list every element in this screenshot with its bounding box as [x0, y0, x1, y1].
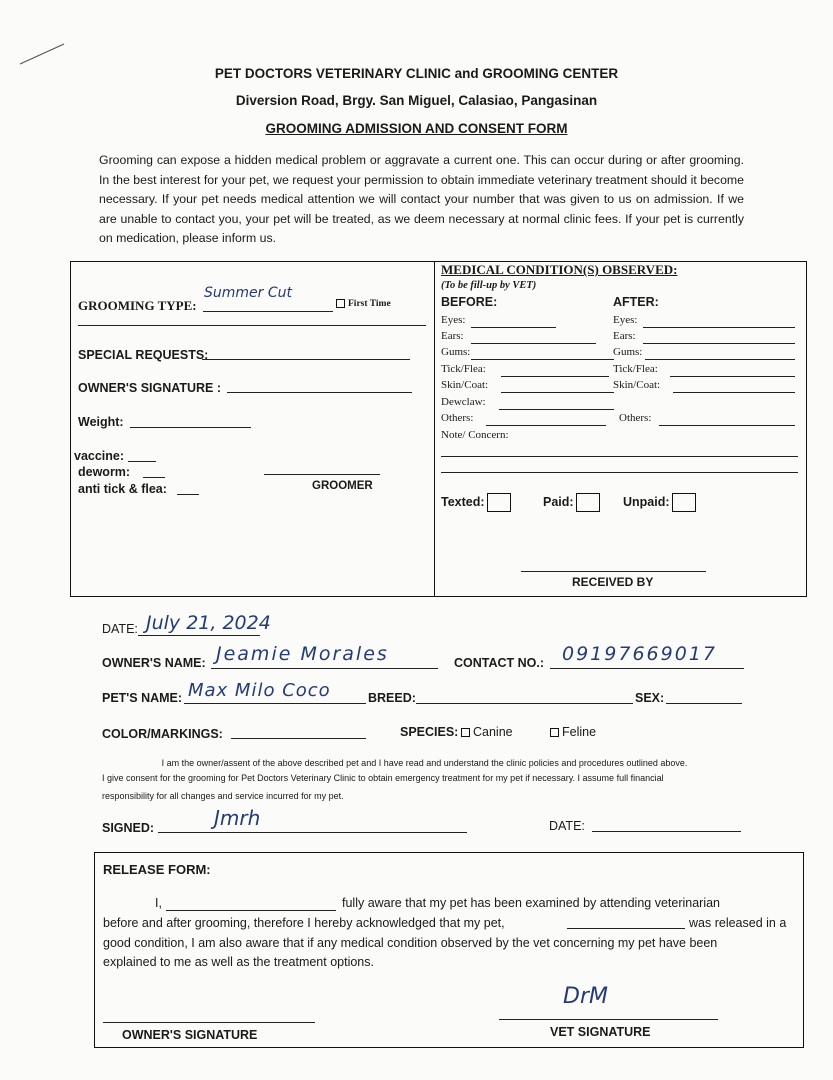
- color-field[interactable]: [231, 738, 366, 739]
- deworm-label: deworm:: [78, 465, 131, 479]
- groomer-signature-field[interactable]: [264, 474, 380, 475]
- feline-label: Feline: [562, 725, 597, 739]
- received-by-field[interactable]: [521, 571, 706, 572]
- weight-field[interactable]: [130, 427, 251, 428]
- release-text-4: explained to me as well as the treatment options.: [103, 955, 374, 969]
- after-item-label: Tick/Flea:: [613, 363, 658, 375]
- after-label: AFTER:: [613, 295, 659, 309]
- special-requests-field[interactable]: [202, 359, 410, 360]
- release-owner-signature-field[interactable]: [103, 1022, 315, 1023]
- vet-signature-label: VET SIGNATURE: [550, 1025, 651, 1039]
- grooming-type-label: GROOMING TYPE:: [78, 298, 197, 313]
- sex-label: SEX:: [635, 691, 665, 705]
- release-owner-signature-label: OWNER'S SIGNATURE: [122, 1028, 258, 1042]
- before-item-label: Ears:: [441, 330, 464, 342]
- date-value[interactable]: July 21, 2024: [146, 612, 271, 634]
- texted-box[interactable]: [487, 493, 511, 512]
- paid-label: Paid:: [543, 494, 574, 509]
- after-item-field[interactable]: [643, 343, 795, 344]
- special-requests-label: SPECIAL REQUESTS:: [78, 348, 209, 362]
- after-item-label: Ears:: [613, 330, 636, 342]
- owner-name-value[interactable]: Jeamie Morales: [216, 643, 389, 665]
- before-item-field[interactable]: [501, 392, 614, 393]
- vaccine-field[interactable]: [128, 461, 156, 462]
- before-item-field[interactable]: [486, 425, 606, 426]
- owner-signature-field[interactable]: [227, 392, 412, 393]
- form-title: GROOMING ADMISSION AND CONSENT FORM: [265, 121, 568, 136]
- signed-label: SIGNED:: [102, 821, 155, 835]
- groomer-label: GROOMER: [312, 480, 373, 492]
- before-item-field[interactable]: [471, 327, 556, 328]
- texted-checkbox[interactable]: [441, 493, 511, 512]
- unpaid-box[interactable]: [672, 493, 696, 512]
- date-label: DATE:: [102, 622, 138, 636]
- before-item-label: Tick/Flea:: [441, 363, 486, 375]
- medical-subtitle: (To be fill-up by VET): [441, 280, 537, 291]
- after-item-field[interactable]: [670, 376, 795, 377]
- feline-box[interactable]: [550, 728, 559, 737]
- unpaid-label: Unpaid:: [623, 494, 670, 509]
- after-item-field[interactable]: [659, 425, 795, 426]
- after-item-label: Eyes:: [613, 314, 638, 326]
- weight-label: Weight:: [78, 415, 124, 429]
- before-item-label: Dewclaw:: [441, 396, 486, 408]
- before-item-field[interactable]: [501, 376, 609, 377]
- after-item-label: Skin/Coat:: [613, 379, 661, 391]
- first-time-checkbox[interactable]: [336, 299, 391, 309]
- owner-signature-label: OWNER'S SIGNATURE :: [78, 381, 222, 395]
- release-i-label: I,: [155, 896, 162, 910]
- release-text-1: fully aware that my pet has been examined by attending veterinarian: [342, 896, 721, 910]
- release-title: RELEASE FORM:: [103, 862, 211, 877]
- canine-box[interactable]: [461, 728, 470, 737]
- release-text-2a: before and after grooming, therefore I hereby acknowledged that my pet,: [103, 916, 505, 930]
- pet-name-label: PET'S NAME:: [102, 691, 183, 705]
- received-by-label: RECEIVED BY: [572, 575, 654, 589]
- after-item-label: Others:: [619, 412, 652, 424]
- consent-line-1: I am the owner/assent of the above described pet and I have read and understand the clinic policies and procedures outlined above.: [161, 758, 688, 768]
- medical-title: MEDICAL CONDITION(S) OBSERVED:: [441, 262, 678, 277]
- owner-name-label: OWNER'S NAME:: [102, 656, 206, 670]
- release-text-2b: was released in a: [689, 916, 787, 930]
- deworm-field[interactable]: [143, 477, 165, 478]
- after-item-field[interactable]: [673, 392, 795, 393]
- after-item-field[interactable]: [645, 359, 795, 360]
- after-item-field[interactable]: [643, 327, 795, 328]
- before-item-label: Eyes:: [441, 314, 466, 326]
- intro-paragraph: Grooming can expose a hidden medical problem or aggravate a current one. This can occur during or after grooming. In the best interest for your pet, we request your permission to obtain immediate veterinary treatment should it become necessary. If your pet needs medical attention we will contact your number that was given to us on admission. If we are unable to contact you, your pet will be treated, as we deem necessary at normal clinic fees. If your pet is currently on medication, please inform us.: [99, 153, 744, 245]
- breed-label: BREED:: [368, 691, 416, 705]
- after-item-label: Gums:: [613, 346, 643, 358]
- consent-date-label: DATE:: [549, 819, 585, 833]
- release-pet-name-field[interactable]: [567, 928, 685, 929]
- color-label: COLOR/MARKINGS:: [102, 727, 223, 741]
- before-item-field[interactable]: [471, 343, 596, 344]
- antitick-label: anti tick & flea:: [78, 482, 167, 496]
- note-label: Note/ Concern:: [441, 429, 509, 441]
- before-item-label: Others:: [441, 412, 474, 424]
- consent-date-field[interactable]: [592, 831, 741, 832]
- note-line-1[interactable]: [441, 456, 798, 457]
- contact-value[interactable]: 09197669017: [562, 643, 717, 665]
- signed-value[interactable]: Jmrh: [214, 806, 261, 830]
- first-time-label: First Time: [348, 299, 391, 309]
- clinic-name: PET DOCTORS VETERINARY CLINIC and GROOMING CENTER: [214, 66, 619, 81]
- canine-label: Canine: [473, 725, 513, 739]
- feline-option[interactable]: [550, 725, 596, 739]
- consent-line-2: I give consent for the grooming for Pet Doctors Veterinary Clinic to obtain emergency treatment for my pet if necessary. I assume full financial: [102, 773, 664, 783]
- vet-signature-value[interactable]: DrM: [563, 984, 608, 1009]
- note-line-2[interactable]: [441, 472, 798, 473]
- grooming-type-value[interactable]: Summer Cut: [204, 285, 292, 301]
- paid-checkbox[interactable]: [543, 493, 600, 512]
- release-owner-name-field[interactable]: [166, 910, 336, 911]
- before-item-field[interactable]: [471, 359, 614, 360]
- sex-field[interactable]: [666, 703, 742, 704]
- canine-option[interactable]: [461, 725, 513, 739]
- before-label: BEFORE:: [441, 295, 498, 309]
- clinic-address: Diversion Road, Brgy. San Miguel, Calasiao, Pangasinan: [235, 93, 598, 108]
- unpaid-checkbox[interactable]: [623, 493, 696, 512]
- first-time-box[interactable]: [336, 299, 345, 308]
- vaccine-label: vaccine:: [74, 449, 125, 463]
- breed-field[interactable]: [416, 703, 633, 704]
- pen-mark: [18, 38, 68, 68]
- before-item-field[interactable]: [499, 409, 614, 410]
- antitick-field[interactable]: [177, 494, 199, 495]
- paid-box[interactable]: [576, 493, 600, 512]
- consent-line-3: responsibility for all changes and service incurred for my pet.: [102, 791, 344, 801]
- pet-name-value[interactable]: Max Milo Coco: [188, 680, 331, 701]
- before-item-label: Gums:: [441, 346, 471, 358]
- release-text-3: good condition, I am also aware that if any medical condition observed by the vet concerning my pet have been: [103, 936, 718, 950]
- before-item-label: Skin/Coat:: [441, 379, 489, 391]
- box-divider: [434, 261, 435, 596]
- species-label: SPECIES:: [400, 725, 459, 739]
- contact-label: CONTACT NO.:: [454, 656, 545, 670]
- texted-label: Texted:: [441, 494, 485, 509]
